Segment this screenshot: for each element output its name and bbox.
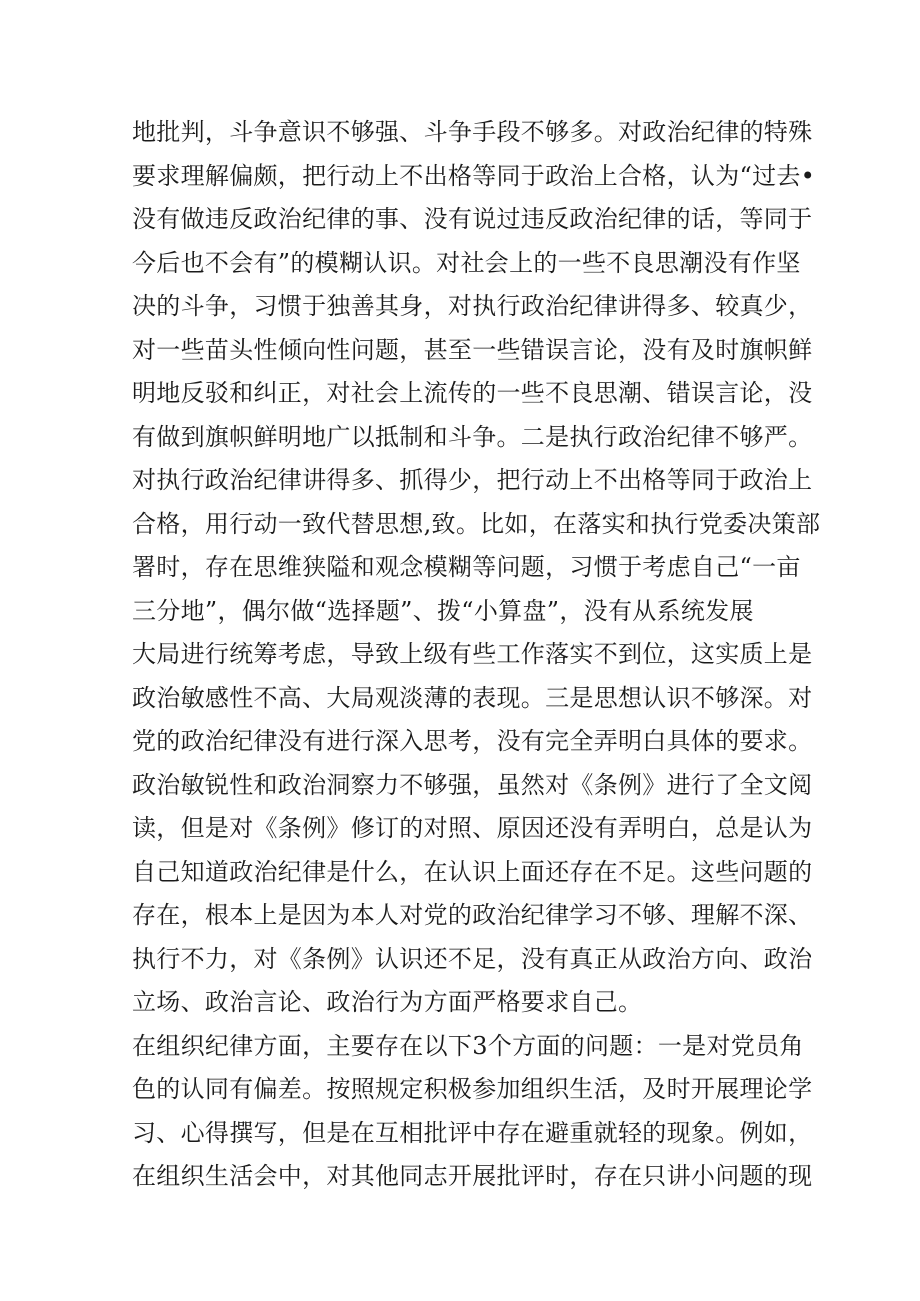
text-line: 地批判，斗争意识不够强、斗争手段不够多。对政治纪律的特殊	[132, 118, 813, 146]
text-line: 署时，存在思维狭隘和观念模糊等问题，习惯于考虑自己“一亩	[132, 553, 801, 581]
text-line: 存在，根本上是因为本人对党的政治纪律学习不够、理解不深、	[132, 901, 813, 929]
text-line: 自己知道政治纪律是什么，在认识上面还存在不足。这些问题的	[132, 857, 813, 886]
text-line: 要求理解偏颇，把行动上不出格等同于政治上合格，认为“过去•	[132, 161, 816, 190]
text-line: 立场、政治言论、政治行为方面严格要求自己。	[132, 988, 643, 1016]
text-line: 在组织生活会中，对其他同志开展批评时，存在只讲小问题的现	[132, 1162, 813, 1190]
text-line: 有做到旗帜鲜明地广以抵制和斗争。二是执行政治纪律不够严。	[132, 422, 813, 451]
text-line: 党的政治纪律没有进行深入思考，没有完全弄明白具体的要求。	[132, 727, 813, 755]
text-line: 读，但是对《条例》修订的对照、原因还没有弄明白，总是认为	[132, 814, 813, 842]
text-line: 政治敏感性不高、大局观淡薄的表现。三是思想认识不够深。对	[132, 683, 813, 712]
text-line: 在组织纪律方面，主要存在以下3个方面的问题：一是对党员角	[132, 1031, 804, 1060]
text-line: 三分地”，偶尔做“选择题”、拨“小算盘”，没有从系统发展	[132, 596, 754, 625]
text-line: 明地反驳和纠正，对社会上流传的一些不良思潮、错误言论，没	[132, 379, 813, 407]
text-line: 政治敏锐性和政治洞察力不够强，虽然对《条例》进行了全文阅	[132, 770, 813, 799]
body-text	[132, 111, 821, 1199]
text-line: 没有做违反政治纪律的事、没有说过违反政治纪律的话，等同于	[132, 205, 813, 233]
text-line: 对一些苗头性倾向性问题，甚至一些错误言论，没有及时旗帜鲜	[132, 335, 813, 364]
text-line: 对执行政治纪律讲得多、抓得少，把行动上不出格等同于政治上	[132, 466, 813, 494]
text-line: 大局进行统筹考虑，导致上级有些工作落实不到位，这实质上是	[132, 640, 813, 668]
text-line: 今后也不会有”的模糊认识。对社会上的一些不良思潮没有作坚	[132, 248, 801, 277]
text-line: 执行不力，对《条例》认识还不足，没有真正从政治方向、政治	[132, 944, 813, 973]
text-line: 决的斗争，习惯于独善其身，对执行政治纪律讲得多、较真少，	[132, 292, 813, 320]
text-line: 合格，用行动一致代替思想,致。比如，在落实和执行党委决策部	[132, 509, 821, 538]
text-line: 习、心得撰写，但是在互相批评中存在避重就轻的现象。例如，	[132, 1118, 813, 1147]
text-line: 色的认同有偏差。按照规定积极参加组织生活，及时开展理论学	[132, 1075, 813, 1103]
